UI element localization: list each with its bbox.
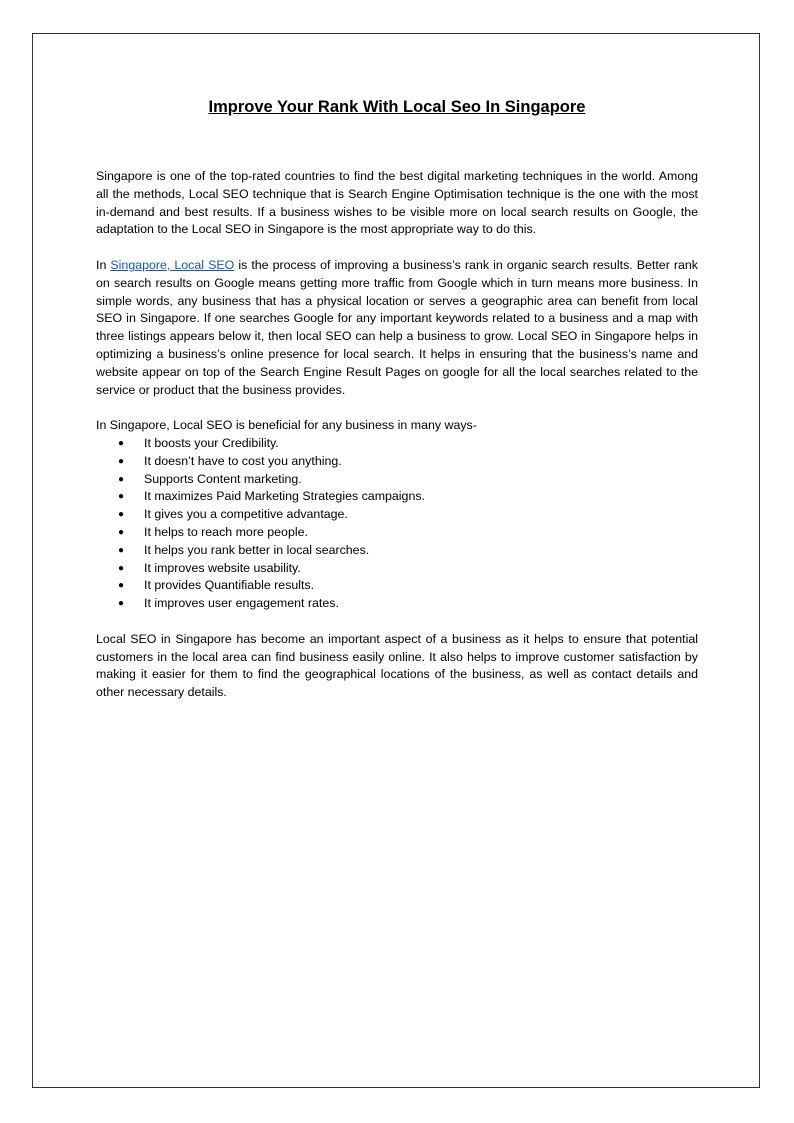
- list-item-text: It improves user engagement rates.: [144, 596, 339, 611]
- list-item-text: Supports Content marketing.: [144, 471, 302, 486]
- bullet-icon: ●: [118, 580, 125, 592]
- bullet-icon: ●: [118, 509, 125, 521]
- list-intro: In Singapore, Local SEO is beneficial for any business in many ways-: [96, 418, 477, 433]
- conclusion-paragraph: Local SEO in Singapore has become an important aspect of a business as it helps to ensure that potential customers in the local area can find business easily online. It also helps to improve customer satisfaction by making it easier for them to find the geographical locations of the business, as well as contact details and other necessary details.: [96, 631, 698, 700]
- bullet-icon: ●: [118, 455, 125, 467]
- bullet-icon: ●: [118, 526, 125, 538]
- list-item: [96, 577, 698, 595]
- document-body: [96, 96, 698, 702]
- bullet-icon: ●: [118, 473, 125, 485]
- bullet-icon: ●: [118, 437, 125, 449]
- list-item-text: It gives you a competitive advantage.: [144, 507, 348, 522]
- list-item: [96, 560, 698, 578]
- singapore-local-seo-link[interactable]: Singapore, Local SEO: [110, 257, 235, 272]
- definition-prefix: In: [96, 257, 111, 272]
- list-item: [96, 453, 698, 471]
- list-item: [96, 542, 698, 560]
- list-item: [96, 595, 698, 613]
- definition-text: is the process of improving a business’s rank in organic search results. Better rank on search results on Google means getting more traffic from Google which in turn means more business. In simple words, any business that has a physical location or serves a geographic area can benefit from local SEO in Singapore. If one searches Google for any important keywords related to a business and a map with three listings appears below it, then local SEO can help a business to grow. Local SEO in Singapore helps in optimizing a business’s online presence for local search. It helps in ensuring that the business’s name and website appear on top of the Search Engine Result Pages on google for all the local searches related to the service or product that the business provides.: [96, 257, 698, 397]
- bullet-icon: ●: [118, 598, 125, 610]
- benefits-list: [96, 435, 698, 613]
- list-item-text: It helps to reach more people.: [144, 524, 308, 539]
- list-item-text: It maximizes Paid Marketing Strategies campaigns.: [144, 489, 425, 504]
- bullet-icon: ●: [118, 562, 125, 574]
- bullet-icon: ●: [118, 491, 125, 503]
- list-item-text: It boosts your Credibility.: [144, 435, 279, 450]
- list-item-text: It provides Quantifiable results.: [144, 578, 315, 593]
- list-item: [96, 435, 698, 453]
- list-item: [96, 488, 698, 506]
- list-item-text: It helps you rank better in local searches.: [144, 542, 370, 557]
- definition-paragraph: [96, 257, 698, 399]
- list-item-text: It doesn’t have to cost you anything.: [144, 453, 342, 468]
- document-title: Improve Your Rank With Local Seo In Singapore: [208, 98, 586, 116]
- bullet-icon: ●: [118, 544, 125, 556]
- list-item: [96, 506, 698, 524]
- intro-paragraph: Singapore is one of the top-rated countries to find the best digital marketing techniques in the world. Among all the methods, Local SEO technique that is Search Engine Optimisation technique is the one with the most in-demand and best results. If a business wishes to be visible more on local search results on Google, the adaptation to the Local SEO in Singapore is the most appropriate way to do this.: [96, 169, 698, 237]
- list-item-text: It improves website usability.: [144, 560, 301, 575]
- list-item: [96, 524, 698, 542]
- list-item: [96, 471, 698, 489]
